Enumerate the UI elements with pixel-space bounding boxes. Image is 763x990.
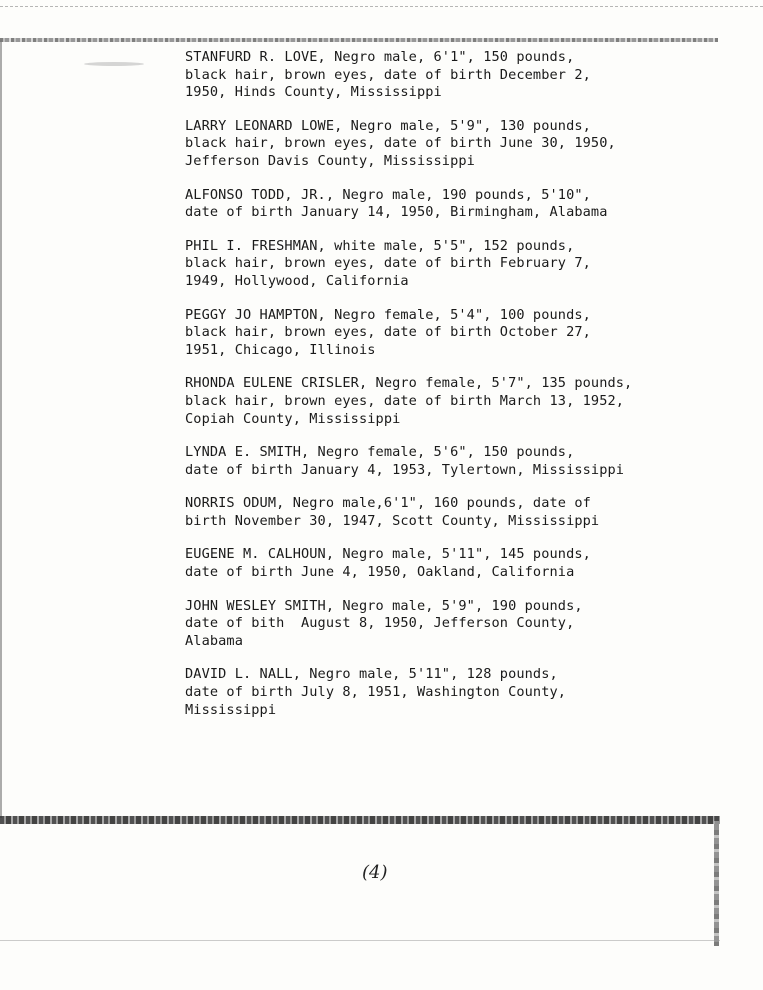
entry-line: date of birth July 8, 1951, Washington County, [185, 684, 567, 701]
entry-line: NORRIS ODUM, Negro male,6'1", 160 pounds, date of [185, 495, 591, 512]
entry-line: date of birth January 4, 1953, Tylertown, Mississippi [185, 461, 625, 478]
entry-line: EUGENE M. CALHOUN, Negro male, 5'11", 145 pounds, [185, 546, 591, 563]
entry-line: PEGGY JO HAMPTON, Negro female, 5'4", 100 pounds, [185, 306, 591, 323]
entry-line: 1949, Hollywood, California [185, 272, 409, 289]
page-number: (4) [362, 862, 388, 883]
person-entry-crisler [185, 375, 685, 428]
entry-line: DAVID L. NALL, Negro male, 5'11", 128 pounds, [185, 666, 558, 683]
entry-line: LYNDA E. SMITH, Negro female, 5'6", 150 pounds, [185, 444, 575, 461]
person-entry-nall [185, 666, 685, 719]
scan-bottom-rule [0, 816, 720, 824]
entry-line: PHIL I. FRESHMAN, white male, 5'5", 152 pounds, [185, 237, 575, 254]
person-entry-smith-lynda [185, 444, 685, 479]
person-entry-lowe [185, 118, 685, 171]
person-entry-calhoun [185, 546, 685, 581]
scan-right-rule [714, 816, 719, 946]
entry-line: ALFONSO TODD, JR., Negro male, 190 pounds, 5'10", [185, 186, 591, 203]
entry-line: Copiah County, Mississippi [185, 410, 401, 427]
entry-line: Mississippi [185, 701, 277, 718]
person-entry-odum [185, 495, 685, 530]
person-entry-freshman [185, 238, 685, 291]
person-entry-hampton [185, 307, 685, 360]
entry-line: date of birth June 4, 1950, Oakland, California [185, 564, 575, 581]
scan-top-rule [0, 38, 718, 42]
entry-line: date of bith August 8, 1950, Jefferson County, [185, 615, 575, 632]
entry-line: date of birth January 14, 1950, Birmingham, Alabama [185, 204, 608, 221]
scan-smudge [84, 62, 144, 66]
entry-line: JOHN WESLEY SMITH, Negro male, 5'9", 190 pounds, [185, 597, 583, 614]
entry-line: RHONDA EULENE CRISLER, Negro female, 5'7", 135 pounds, [185, 375, 633, 392]
person-entry-love [185, 49, 685, 102]
entry-line: birth November 30, 1947, Scott County, Mississippi [185, 512, 600, 529]
entry-line: STANFURD R. LOVE, Negro male, 6'1", 150 pounds, [185, 49, 575, 65]
entry-line: 1950, Hinds County, Mississippi [185, 84, 442, 101]
entry-line: LARRY LEONARD LOWE, Negro male, 5'9", 130 pounds, [185, 117, 591, 134]
entry-line: black hair, brown eyes, date of birth February 7, [185, 255, 591, 272]
person-entry-todd [185, 187, 685, 222]
person-entry-smith-john [185, 598, 685, 651]
scan-lower-rule [0, 940, 720, 941]
entry-line: Alabama [185, 632, 243, 649]
entry-line: Jefferson Davis County, Mississippi [185, 152, 475, 169]
entry-line: black hair, brown eyes, date of birth December 2, [185, 66, 591, 83]
person-list [185, 49, 685, 735]
scan-left-rule [0, 40, 2, 818]
entry-line: black hair, brown eyes, date of birth June 30, 1950, [185, 135, 616, 152]
scan-top-edge [0, 0, 763, 7]
entry-line: black hair, brown eyes, date of birth October 27, [185, 324, 591, 341]
entry-line: black hair, brown eyes, date of birth March 13, 1952, [185, 392, 625, 409]
entry-line: 1951, Chicago, Illinois [185, 341, 376, 358]
